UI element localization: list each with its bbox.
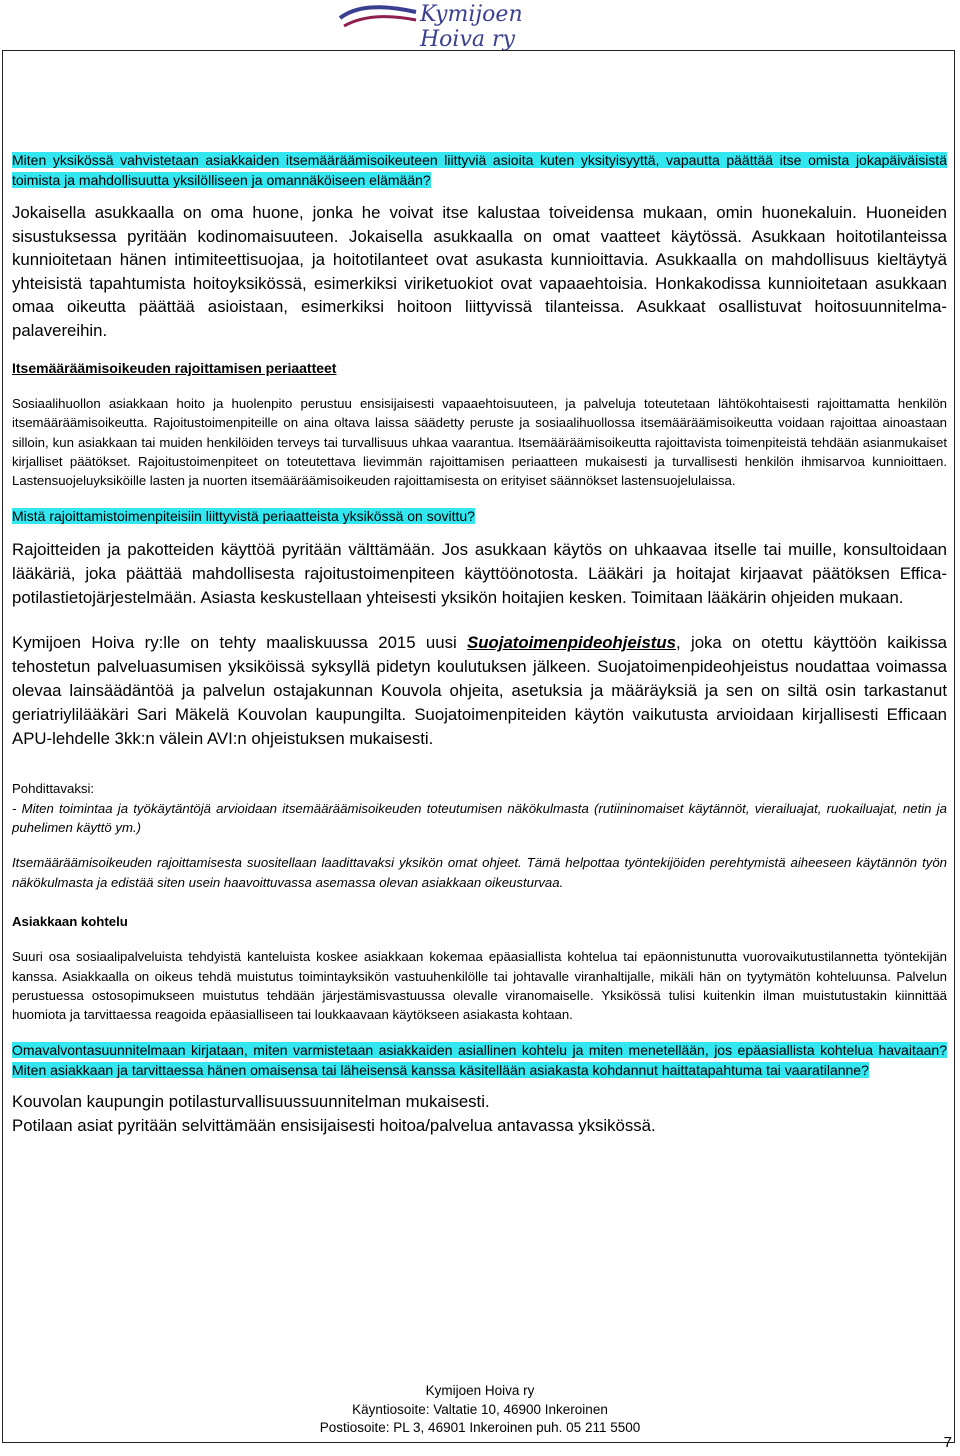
page-number: 7 [943,1434,952,1451]
logo-swoosh-icon [336,4,420,34]
highlighted-question: Miten yksikössä vahvistetaan asiakkaiden itsemääräämisoikeuteen liittyviä asioita kuten yksityisyyttä, vapautta päättää itse omista jokapäiväisistä toimista ja mahdollisuutta yksilölliseen ja omannäköiseen elämään? [12,152,947,188]
text-segment: , joka on otettu käyttöön kaikissa tehostetun palveluasumisen yksiköissä syksyllä pidetyn koulutuksen jälkeen. Suojatoimenpideohjeistus noudattaa voimassa olevaa lainsäädäntöä ja palvelun ostajakunnan Kouvola ohjeita, asetuksia ja määräyksiä ja sen on siltä osin tarkastanut geriatriylilääkäri Sari Mäkelä Kouvolan kaupungilta. Suojatoimenpiteiden käytön vaikutusta arvioidaan kirjallisesti Efficaan APU-lehdelle 3kk:n välein AVI:n ohjeistuksen mukaisesti. [12,633,947,749]
reflection-title: Pohdittavaksi: [12,781,95,797]
heading-client-treatment: Asiakkaan kohtelu [12,913,128,929]
answer-patient-safety-2: Potilaan asiat pyritään selvittämään ensisijaisesti hoitoa/palvelua antavassa yksikössä. [12,1116,656,1136]
highlighted-question: Mistä rajoittamistoimenpiteisiin liittyvistä periaatteista yksikössä on sovittu? [12,508,475,525]
answer-restriction-avoidance: Rajoitteiden ja pakotteiden käyttöä pyritään välttämään. Jos asukkaan käytös on uhkaavaa itselle tai muille, konsultoidaan lääkäriä, joka päättää mahdollisesta rajoitustoimenpiteen käyttöönotosta. Lääkäri ja hoitajat kirjaavat päätöksen Effica-potilastietojärjestelmään. Asiasta keskustellaan yhteisesti yksikön hoitajien kesken. Toimitaan lääkärin ohjeiden mukaan. [12,540,947,608]
reflection-item-1: - Miten toimintaa ja työkäytäntöjä arvioidaan itsemääräämisoikeuden toteutumisen näkökulmasta (rutiininomaiset käytännöt, vierailuajat, ruokailuajat, netin ja puhelimen käyttö ym.) [12,800,947,836]
org-logo [336,0,526,52]
answer-self-determination: Jokaisella asukkaalla on oma huone, jonka he voivat itse kalustaa toiveidensa mukaan, omin huonekaluin. Huoneiden sisustuksessa pyritään kodinomaisuuteen. Jokaisella asukkaalla on omat vaatteet käytössä. Asukkaan hoitotilanteissa kunnioitetaan hänen intimiteettisuojaa, ja hoitotilanteet ovat asukasta kunnioittavia. Asukkaalla on mahdollisuus kieltäytyä yhteisistä tapahtumista hoitoyksikössä, esimerkiksi viriketuokiot ovat vapaaehtoisia. Honkakodissa kunnioitetaan asukkaan omaa oikeutta päättää asioistaan, esimerkiksi hoitoon liittyvissä tilanteissa. Asukkaat osallistuvat hoitosuunnitelma-palavereihin. [12,203,947,340]
logo-text-line2: Hoiva ry [420,27,515,52]
heading-restriction-principles [12,358,947,378]
document-body [12,150,947,1138]
footer-org: Kymijoen Hoiva ry [425,1383,535,1398]
paragraph-client-treatment: Suuri osa sosiaalipalveluista tehdyistä kanteluista koskee asiakkaan kokemaa epäasiallista kohtelua tai epäonnistunutta vuorovaikutustilannetta työntekijän kanssa. Asiakkaalla on oikeus tehdä muistutus toimintayksikön vastuuhenkilölle tai johtavalle viranhaltijalle, mikäli hän on tyytymätön kohteluunsa. Palvelun perustuessa ostosopimukseen muistutus tehdään järjestämisvastuussa olevalle viranomaiselle. Yksikössä tulisi kuitenkin ilman muistutustakin kiinnittää huomiota ja tarvittaessa reagoida epäasialliseen tai loukkaavaan käytökseen asiakasta kohtaan. [12,949,947,1023]
question-client-treatment [12,1040,947,1080]
reflection-item-2: Itsemääräämisoikeuden rajoittamisesta suositellaan laadittavaksi yksikön omat ohjeet. Tämä helpottaa työntekijöiden perehtymistä aiheeseen käytännön työn näkökulmasta ja edistää siten usein haavoittuvassa asemassa olevan asiakkaan oikeusturvaa. [12,855,947,890]
logo-text-line1: Kymijoen [420,2,523,27]
question-restriction-agreement [12,506,947,526]
guideline-name: Suojatoimenpideohjeistus [467,633,676,653]
footer-visit-address: Käyntiosoite: Valtatie 10, 46900 Inkeroinen [352,1401,608,1417]
page-footer [0,1382,960,1438]
text-segment: Kymijoen Hoiva ry:lle on tehty maaliskuussa 2015 uusi [12,633,468,653]
paragraph-restriction-principles: Sosiaalihuollon asiakkaan hoito ja huolenpito perustuu ensisijaisesti vapaaehtoisuuteen, ja palveluja toteutetaan lähtökohtaisesti rajoittamatta henkilön itsemääräämisoikeutta. Rajoitustoimenpiteille on aina oltava laissa säädetty peruste ja sosiaalihuollossa itsemääräämisoikeutta voidaan rajoittaa ainoastaan silloin, kun asiakkaan tai muiden henkilöiden terveys tai turvallisuus uhkaa vaarantua. Itsemääräämisoikeutta rajoittavista toimenpiteistä tehdään asianmukaiset kirjalliset päätökset. Rajoitustoimenpiteet on toteutettava lievimmän rajoittamisen periaatteen mukaisesti ja turvallisesti henkilön ihmisarvoa kunnioittaen. Lastensuojeluyksiköille lasten ja nuorten itsemääräämisoikeuden rajoittamisesta on erityiset säännökset lastensuojelulaissa. [12,396,947,489]
question-self-determination [12,150,947,190]
heading-text: Itsemääräämisoikeuden rajoittamisen periaatteet [12,360,337,376]
answer-patient-safety-1: Kouvolan kaupungin potilasturvallisuussuunnitelman mukaisesti. [12,1092,490,1112]
answer-protective-guidelines [12,631,947,751]
footer-postal-address: Postiosoite: PL 3, 46901 Inkeroinen puh. 05 211 5500 [319,1420,641,1435]
highlighted-question: Omavalvontasuunnitelmaan kirjataan, miten varmistetaan asiakkaiden asiallinen kohtelu ja miten menetellään, jos epäasiallista kohtelua havaitaan? Miten asiakkaan ja tarvittaessa hänen omaisensa tai läheisensä kanssa käsitellään asiakasta kohdannut haittatapahtuma tai vaaratilanne? [12,1042,947,1079]
